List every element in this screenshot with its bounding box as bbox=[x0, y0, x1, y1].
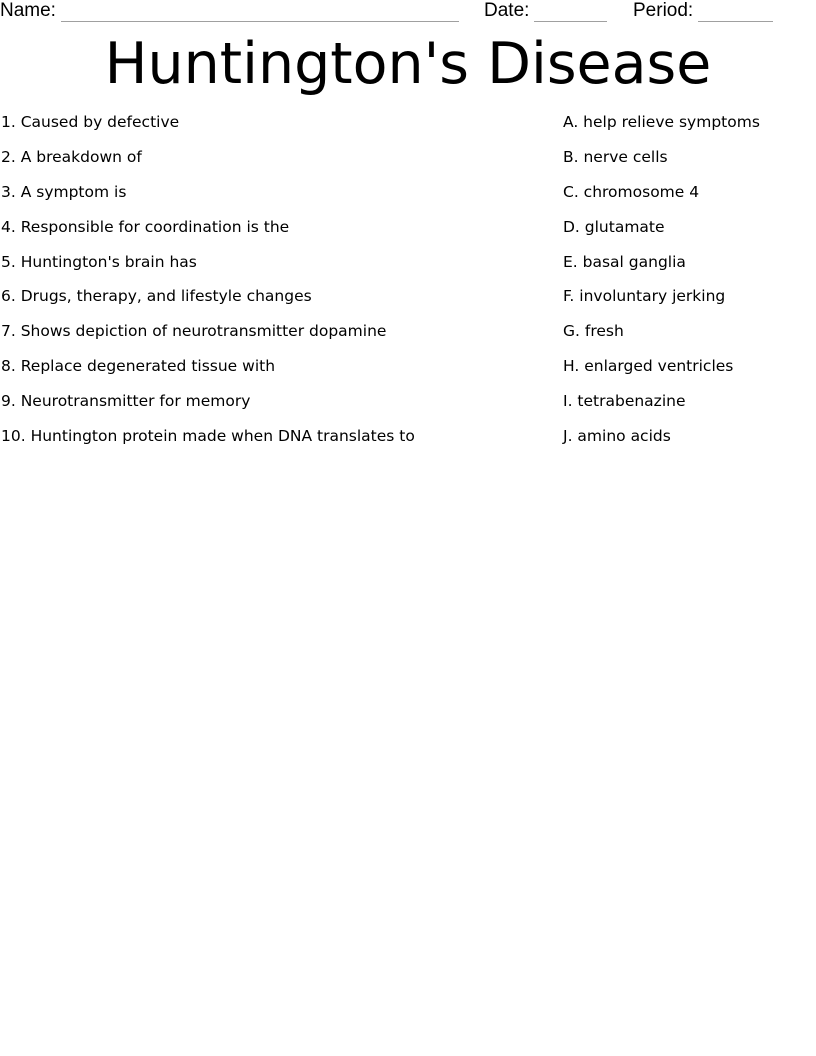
name-label: Name: bbox=[0, 0, 56, 21]
clue-list bbox=[1, 112, 541, 461]
answer-item: E. basal ganglia bbox=[563, 252, 686, 271]
clue-item: 10. Huntington protein made when DNA translates to bbox=[1, 427, 415, 446]
answer-item: F. involuntary jerking bbox=[563, 287, 726, 306]
clue-item: 5. Huntington's brain has bbox=[1, 252, 197, 271]
clue-item: 3. A symptom is bbox=[1, 182, 127, 201]
period-blank-line[interactable] bbox=[698, 3, 773, 22]
answer-list bbox=[563, 112, 813, 461]
answer-item: B. nerve cells bbox=[563, 147, 668, 166]
worksheet-header bbox=[0, 0, 816, 24]
answer-item: J. amino acids bbox=[563, 427, 671, 446]
date-label: Date: bbox=[484, 0, 530, 21]
period-label: Period: bbox=[633, 0, 694, 21]
clue-item: 7. Shows depiction of neurotransmitter dopamine bbox=[1, 322, 387, 341]
answer-item: H. enlarged ventricles bbox=[563, 357, 734, 376]
clue-item: 4. Responsible for coordination is the bbox=[1, 217, 290, 236]
clue-item: 6. Drugs, therapy, and lifestyle changes bbox=[1, 287, 312, 306]
answer-item: G. fresh bbox=[563, 322, 624, 341]
answer-item: I. tetrabenazine bbox=[563, 392, 686, 411]
clue-item: 1. Caused by defective bbox=[1, 113, 180, 131]
clue-item: 9. Neurotransmitter for memory bbox=[1, 392, 251, 411]
period-field[interactable] bbox=[633, 0, 773, 22]
name-field[interactable] bbox=[0, 0, 459, 22]
clue-item: 2. A breakdown of bbox=[1, 147, 142, 166]
date-blank-line[interactable] bbox=[534, 3, 607, 22]
clue-item: 8. Replace degenerated tissue with bbox=[1, 357, 276, 376]
page-title: Huntington's Disease bbox=[104, 31, 712, 97]
answer-item: C. chromosome 4 bbox=[563, 182, 700, 201]
date-field[interactable] bbox=[484, 0, 607, 22]
name-blank-line[interactable] bbox=[61, 3, 459, 22]
answer-item: D. glutamate bbox=[563, 217, 665, 236]
answer-item: A. help relieve symptoms bbox=[563, 113, 760, 131]
